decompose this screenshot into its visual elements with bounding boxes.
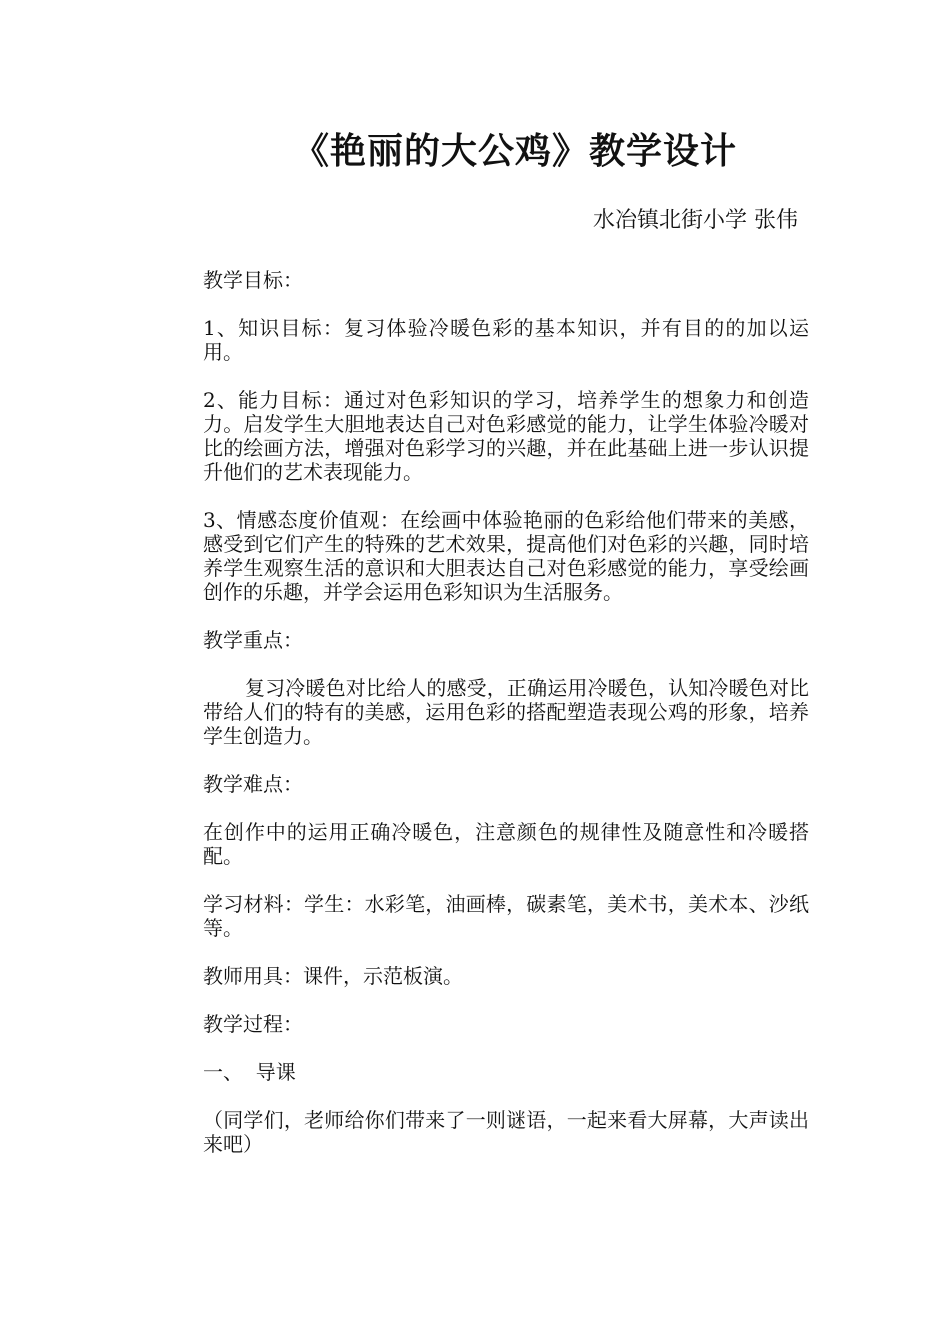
- heading-teaching-focus: 教学重点：: [203, 628, 303, 652]
- paragraph-knowledge-objective: 1、知识目标：复习体验冷暖色彩的基本知识，并有目的的加以运用。: [203, 316, 809, 364]
- paragraph-learning-materials: 学习材料：学生：水彩笔，油画棒，碳素笔，美术书，美术本、沙纸等。: [203, 892, 809, 940]
- document-title: 《艳丽的大公鸡》教学设计: [292, 130, 737, 172]
- heading-teaching-objectives: 教学目标：: [203, 268, 303, 292]
- paragraph-introduction: （同学们，老师给你们带来了一则谜语，一起来看大屏幕，大声读出来吧）: [203, 1108, 809, 1156]
- paragraph-teacher-tools: 教师用具：课件，示范板演。: [203, 964, 463, 988]
- author-line: 水冶镇北街小学 张伟: [593, 208, 798, 233]
- paragraph-ability-objective: 2、能力目标：通过对色彩知识的学习，培养学生的想象力和创造力。启发学生大胆地表达自己对色彩感觉的能力，让学生体验冷暖对比的绘画方法，增强对色彩学习的兴趣，并在此基础上进一步认识提升他们的艺术表现能力。: [203, 388, 809, 484]
- section-heading-introduction: 一、 导课: [203, 1060, 296, 1084]
- paragraph-teaching-focus: 复习冷暖色对比给人的感受，正确运用冷暖色，认知冷暖色对比带给人们的特有的美感，运用色彩的搭配塑造表现公鸡的形象，培养学生创造力。: [203, 676, 809, 748]
- heading-teaching-process: 教学过程：: [203, 1012, 303, 1036]
- heading-teaching-difficulty: 教学难点：: [203, 772, 303, 796]
- paragraph-emotion-objective: 3、情感态度价值观：在绘画中体验艳丽的色彩给他们带来的美感，感受到它们产生的特殊的艺术效果，提高他们对色彩的兴趣，同时培养学生观察生活的意识和大胆表达自己对色彩感觉的能力，享受绘画创作的乐趣，并学会运用色彩知识为生活服务。: [203, 508, 809, 604]
- document-body: [203, 268, 809, 1180]
- paragraph-teaching-difficulty: 在创作中的运用正确冷暖色，注意颜色的规律性及随意性和冷暖搭配。: [203, 820, 809, 868]
